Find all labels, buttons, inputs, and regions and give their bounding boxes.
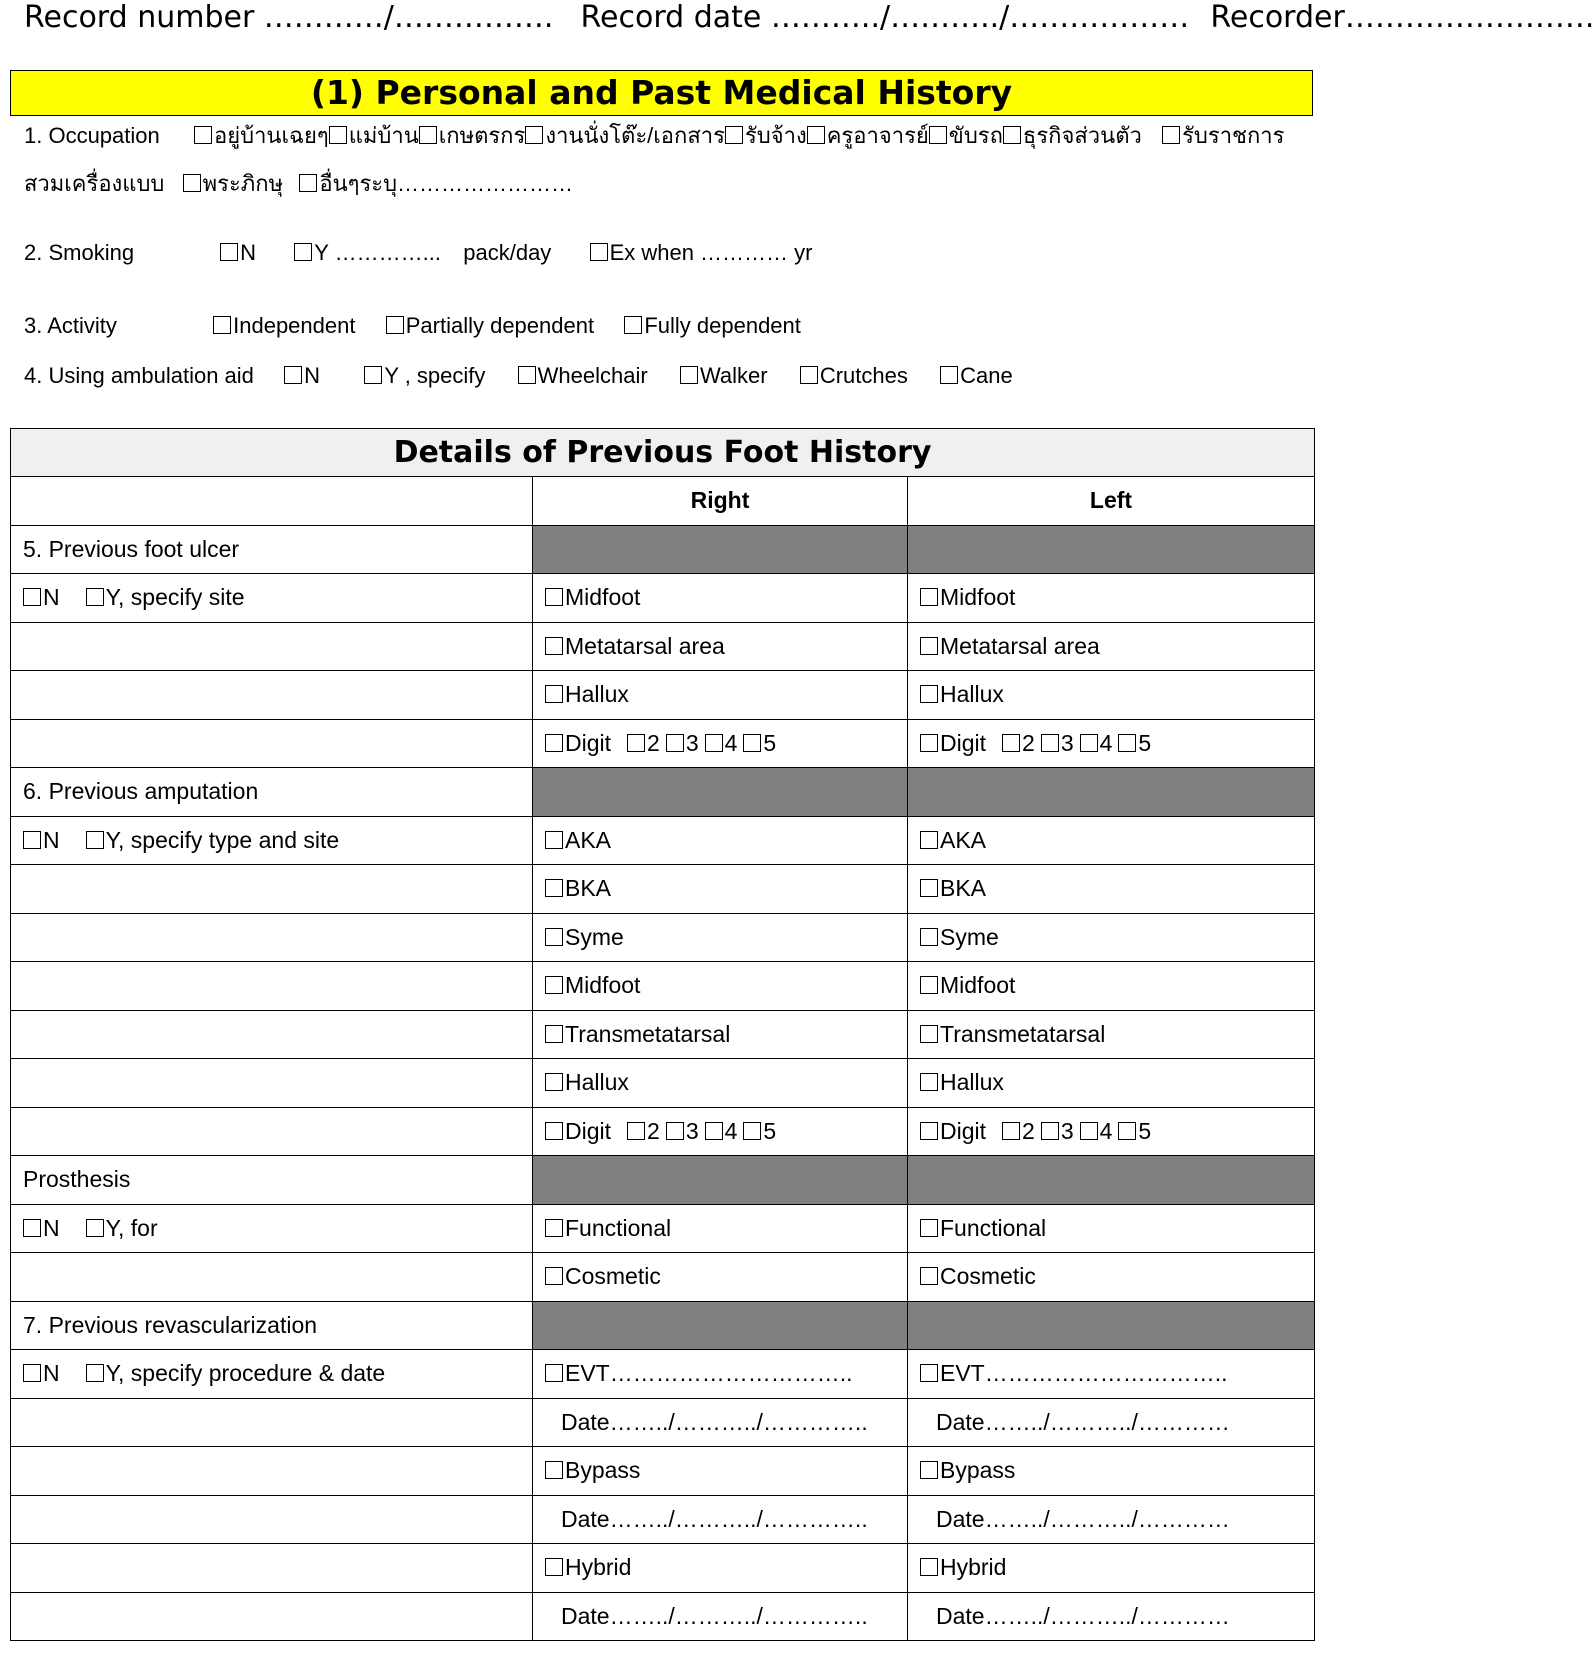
table-title-row xyxy=(11,429,1315,477)
header-blank xyxy=(11,477,533,526)
table-row xyxy=(11,525,1315,574)
activity-label: 3. Activity xyxy=(24,313,117,338)
checkbox-icon[interactable] xyxy=(1118,734,1136,752)
checkbox-icon[interactable] xyxy=(86,588,104,606)
ambulation-option[interactable]: Walker xyxy=(680,363,768,388)
shaded-cell xyxy=(908,768,1315,817)
activity-option[interactable]: Fully dependent xyxy=(624,313,801,338)
right-option[interactable]: Metatarsal area xyxy=(533,622,908,671)
checkbox-icon[interactable] xyxy=(680,366,698,384)
right-option[interactable]: Midfoot xyxy=(533,574,908,623)
checkbox-icon[interactable] xyxy=(1041,734,1059,752)
left-option[interactable]: Midfoot xyxy=(908,574,1315,623)
checkbox-icon[interactable] xyxy=(86,831,104,849)
occupation-row-2 xyxy=(24,166,573,201)
left-option[interactable]: AKA xyxy=(908,816,1315,865)
shaded-cell xyxy=(533,768,908,817)
checkbox-icon[interactable] xyxy=(545,1122,563,1140)
checkbox-icon[interactable] xyxy=(23,1364,41,1382)
q6-label: 6. Previous amputation xyxy=(11,768,533,817)
checkbox-icon[interactable] xyxy=(920,1073,938,1091)
occupation-option[interactable]: แม่บ้าน xyxy=(329,123,419,148)
checkbox-icon[interactable] xyxy=(666,1122,684,1140)
checkbox-icon[interactable] xyxy=(920,976,938,994)
left-option[interactable]: Hallux xyxy=(908,1059,1315,1108)
checkbox-icon[interactable] xyxy=(1041,1122,1059,1140)
occupation-option[interactable]: อยู่บ้านเฉยๆ xyxy=(194,123,329,148)
occupation-option[interactable]: งานนั่งโต๊ะ/เอกสาร xyxy=(525,123,725,148)
table-row xyxy=(11,1204,1315,1253)
left-hybrid[interactable]: Hybrid xyxy=(908,1544,1315,1593)
checkbox-icon[interactable] xyxy=(545,1073,563,1091)
checkbox-icon[interactable] xyxy=(183,174,201,192)
shaded-cell xyxy=(908,1156,1315,1205)
shaded-cell xyxy=(908,1301,1315,1350)
checkbox-icon[interactable] xyxy=(920,1122,938,1140)
occupation-option[interactable]: ครูอาจารย์ xyxy=(807,123,929,148)
ambulation-row xyxy=(24,363,1013,389)
checkbox-icon[interactable] xyxy=(294,243,312,261)
left-digit-option[interactable]: Digit 2 3 4 5 xyxy=(908,1107,1315,1156)
left-bypass[interactable]: Bypass xyxy=(908,1447,1315,1496)
checkbox-icon[interactable] xyxy=(213,316,231,334)
checkbox-icon[interactable] xyxy=(525,126,543,144)
occupation-option[interactable]: ธุรกิจส่วนตัว xyxy=(1003,123,1142,148)
table-row xyxy=(11,1301,1315,1350)
checkbox-icon[interactable] xyxy=(1118,1122,1136,1140)
occupation-option[interactable]: อื่นๆระบุ…………………… xyxy=(299,171,573,196)
checkbox-icon[interactable] xyxy=(920,879,938,897)
left-option[interactable]: Hallux xyxy=(908,671,1315,720)
checkbox-icon[interactable] xyxy=(545,928,563,946)
checkbox-icon[interactable] xyxy=(920,1025,938,1043)
table-row xyxy=(11,1398,1315,1447)
right-option[interactable]: Transmetatarsal xyxy=(533,1010,908,1059)
checkbox-icon[interactable] xyxy=(1003,126,1021,144)
checkbox-icon[interactable] xyxy=(627,734,645,752)
checkbox-icon[interactable] xyxy=(705,734,723,752)
left-evt[interactable]: EVT………………………….. xyxy=(908,1350,1315,1399)
checkbox-icon[interactable] xyxy=(329,126,347,144)
table-row xyxy=(11,1010,1315,1059)
checkbox-icon[interactable] xyxy=(545,976,563,994)
checkbox-icon[interactable] xyxy=(920,734,938,752)
right-option[interactable]: AKA xyxy=(533,816,908,865)
left-option[interactable]: Midfoot xyxy=(908,962,1315,1011)
right-digit-option[interactable]: Digit 2 3 4 5 xyxy=(533,1107,908,1156)
table-row xyxy=(11,1059,1315,1108)
checkbox-icon[interactable] xyxy=(920,1364,938,1382)
table-row xyxy=(11,574,1315,623)
left-date-field[interactable]: Date……../………../………… xyxy=(908,1398,1315,1447)
ambulation-option[interactable]: Cane xyxy=(940,363,1013,388)
right-option[interactable]: Cosmetic xyxy=(533,1253,908,1302)
checkbox-icon[interactable] xyxy=(545,1267,563,1285)
occupation-option[interactable]: รับราชการ xyxy=(1162,123,1284,148)
q6-yn: N Y, specify type and site xyxy=(11,816,533,865)
right-option[interactable]: Syme xyxy=(533,913,908,962)
checkbox-icon[interactable] xyxy=(705,1122,723,1140)
right-option[interactable]: Functional xyxy=(533,1204,908,1253)
activity-option[interactable]: Independent xyxy=(213,313,355,338)
record-number-field[interactable]: Record number …………/……………. xyxy=(24,0,554,35)
shaded-cell xyxy=(533,1301,908,1350)
table-row xyxy=(11,1592,1315,1641)
checkbox-icon[interactable] xyxy=(545,879,563,897)
table-row xyxy=(11,1253,1315,1302)
table-row xyxy=(11,962,1315,1011)
table-row xyxy=(11,816,1315,865)
checkbox-icon[interactable] xyxy=(800,366,818,384)
checkbox-icon[interactable] xyxy=(545,637,563,655)
checkbox-icon[interactable] xyxy=(86,1219,104,1237)
table-row xyxy=(11,1107,1315,1156)
shaded-cell xyxy=(533,525,908,574)
table-row xyxy=(11,1544,1315,1593)
checkbox-icon[interactable] xyxy=(86,1364,104,1382)
checkbox-icon[interactable] xyxy=(364,366,382,384)
table-row xyxy=(11,622,1315,671)
column-left: Left xyxy=(908,477,1315,526)
right-bypass[interactable]: Bypass xyxy=(533,1447,908,1496)
table-row xyxy=(11,865,1315,914)
checkbox-icon[interactable] xyxy=(545,1364,563,1382)
ambulation-option[interactable]: Wheelchair xyxy=(518,363,648,388)
right-digit-option[interactable]: Digit 2 3 4 5 xyxy=(533,719,908,768)
record-header xyxy=(24,0,1594,35)
checkbox-icon[interactable] xyxy=(1002,734,1020,752)
left-option[interactable]: Cosmetic xyxy=(908,1253,1315,1302)
q5-label: 5. Previous foot ulcer xyxy=(11,525,533,574)
smoking-label: 2. Smoking xyxy=(24,240,135,265)
table-row xyxy=(11,1447,1315,1496)
checkbox-icon[interactable] xyxy=(545,1025,563,1043)
prosthesis-yn: N Y, for xyxy=(11,1204,533,1253)
occupation-line2-prefix: สวมเครื่องแบบ xyxy=(24,171,165,196)
checkbox-icon[interactable] xyxy=(545,588,563,606)
checkbox-icon[interactable] xyxy=(284,366,302,384)
table-row xyxy=(11,1156,1315,1205)
checkbox-icon[interactable] xyxy=(299,174,317,192)
record-date-field[interactable]: Record date ………../………../……………… xyxy=(580,0,1190,35)
table-row xyxy=(11,671,1315,720)
checkbox-icon[interactable] xyxy=(220,243,238,261)
smoking-row xyxy=(24,240,813,266)
table-row xyxy=(11,1495,1315,1544)
left-option[interactable]: Syme xyxy=(908,913,1315,962)
right-hybrid[interactable]: Hybrid xyxy=(533,1544,908,1593)
occupation-label: 1. Occupation xyxy=(24,123,160,148)
checkbox-icon[interactable] xyxy=(590,243,608,261)
left-option[interactable]: Transmetatarsal xyxy=(908,1010,1315,1059)
checkbox-icon[interactable] xyxy=(920,928,938,946)
section-title: (1) Personal and Past Medical History xyxy=(10,70,1313,116)
table-row xyxy=(11,1350,1315,1399)
occupation-option[interactable]: ขับรถ xyxy=(929,123,1003,148)
checkbox-icon[interactable] xyxy=(627,1122,645,1140)
prosthesis-label: Prosthesis xyxy=(11,1156,533,1205)
q7-yn: N Y, specify procedure & date xyxy=(11,1350,533,1399)
checkbox-icon[interactable] xyxy=(940,366,958,384)
checkbox-icon[interactable] xyxy=(545,734,563,752)
checkbox-icon[interactable] xyxy=(743,734,761,752)
checkbox-icon[interactable] xyxy=(545,831,563,849)
table-row xyxy=(11,768,1315,817)
right-option[interactable]: Hallux xyxy=(533,671,908,720)
checkbox-icon[interactable] xyxy=(666,734,684,752)
checkbox-icon[interactable] xyxy=(1080,734,1098,752)
checkbox-icon[interactable] xyxy=(1080,1122,1098,1140)
left-date-field[interactable]: Date……../………../………… xyxy=(908,1495,1315,1544)
right-date-field[interactable]: Date……../………../………….. xyxy=(533,1398,908,1447)
checkbox-icon[interactable] xyxy=(920,685,938,703)
occupation-option[interactable]: รับจ้าง xyxy=(725,123,807,148)
activity-option[interactable]: Partially dependent xyxy=(386,313,594,338)
checkbox-icon[interactable] xyxy=(545,1558,563,1576)
activity-row xyxy=(24,313,801,339)
checkbox-icon[interactable] xyxy=(743,1122,761,1140)
foot-history-table xyxy=(10,428,1315,1641)
checkbox-icon[interactable] xyxy=(929,126,947,144)
right-option[interactable]: Hallux xyxy=(533,1059,908,1108)
right-option[interactable]: BKA xyxy=(533,865,908,914)
checkbox-icon[interactable] xyxy=(920,588,938,606)
left-option[interactable]: Metatarsal area xyxy=(908,622,1315,671)
checkbox-icon[interactable] xyxy=(1162,126,1180,144)
smoking-option-y[interactable]: Y …………... xyxy=(294,240,441,265)
right-evt[interactable]: EVT………………………….. xyxy=(533,1350,908,1399)
left-option[interactable]: Functional xyxy=(908,1204,1315,1253)
right-date-field[interactable]: Date……../………../………….. xyxy=(533,1495,908,1544)
checkbox-icon[interactable] xyxy=(386,316,404,334)
checkbox-icon[interactable] xyxy=(419,126,437,144)
left-digit-option[interactable]: Digit 2 3 4 5 xyxy=(908,719,1315,768)
table-row xyxy=(11,719,1315,768)
column-right: Right xyxy=(533,477,908,526)
ambulation-label: 4. Using ambulation aid xyxy=(24,363,254,388)
checkbox-icon[interactable] xyxy=(23,831,41,849)
occupation-option[interactable]: เกษตรกร xyxy=(419,123,526,148)
checkbox-icon[interactable] xyxy=(518,366,536,384)
smoking-pack-label: pack/day xyxy=(463,240,552,265)
right-option[interactable]: Midfoot xyxy=(533,962,908,1011)
checkbox-icon[interactable] xyxy=(920,1219,938,1237)
checkbox-icon[interactable] xyxy=(545,685,563,703)
smoking-option-n[interactable]: N xyxy=(220,240,256,265)
occupation-option[interactable]: พระภิกษุ xyxy=(183,171,283,196)
checkbox-icon[interactable] xyxy=(23,1219,41,1237)
ambulation-option[interactable]: Crutches xyxy=(800,363,908,388)
occupation-row xyxy=(24,118,1284,153)
checkbox-icon[interactable] xyxy=(920,831,938,849)
checkbox-icon[interactable] xyxy=(807,126,825,144)
table-title: Details of Previous Foot History xyxy=(11,429,1315,477)
left-option[interactable]: BKA xyxy=(908,865,1315,914)
left-date-field[interactable]: Date……../………../………… xyxy=(908,1592,1315,1641)
shaded-cell xyxy=(908,525,1315,574)
q5-yn: N Y, specify site xyxy=(11,574,533,623)
table-row xyxy=(11,913,1315,962)
checkbox-icon[interactable] xyxy=(545,1461,563,1479)
checkbox-icon[interactable] xyxy=(23,588,41,606)
checkbox-icon[interactable] xyxy=(725,126,743,144)
ambulation-option[interactable]: Y , specify xyxy=(364,363,485,388)
checkbox-icon[interactable] xyxy=(920,1267,938,1285)
checkbox-icon[interactable] xyxy=(194,126,212,144)
table-header-row xyxy=(11,477,1315,526)
shaded-cell xyxy=(533,1156,908,1205)
recorder-field[interactable]: Recorder……………………. xyxy=(1210,0,1594,35)
checkbox-icon[interactable] xyxy=(920,1558,938,1576)
q7-label: 7. Previous revascularization xyxy=(11,1301,533,1350)
checkbox-icon[interactable] xyxy=(920,1461,938,1479)
checkbox-icon[interactable] xyxy=(920,637,938,655)
checkbox-icon[interactable] xyxy=(624,316,642,334)
right-date-field[interactable]: Date……../………../………….. xyxy=(533,1592,908,1641)
checkbox-icon[interactable] xyxy=(1002,1122,1020,1140)
smoking-option-ex[interactable]: Ex when ………… yr xyxy=(590,240,813,265)
ambulation-option[interactable]: N xyxy=(284,363,320,388)
checkbox-icon[interactable] xyxy=(545,1219,563,1237)
